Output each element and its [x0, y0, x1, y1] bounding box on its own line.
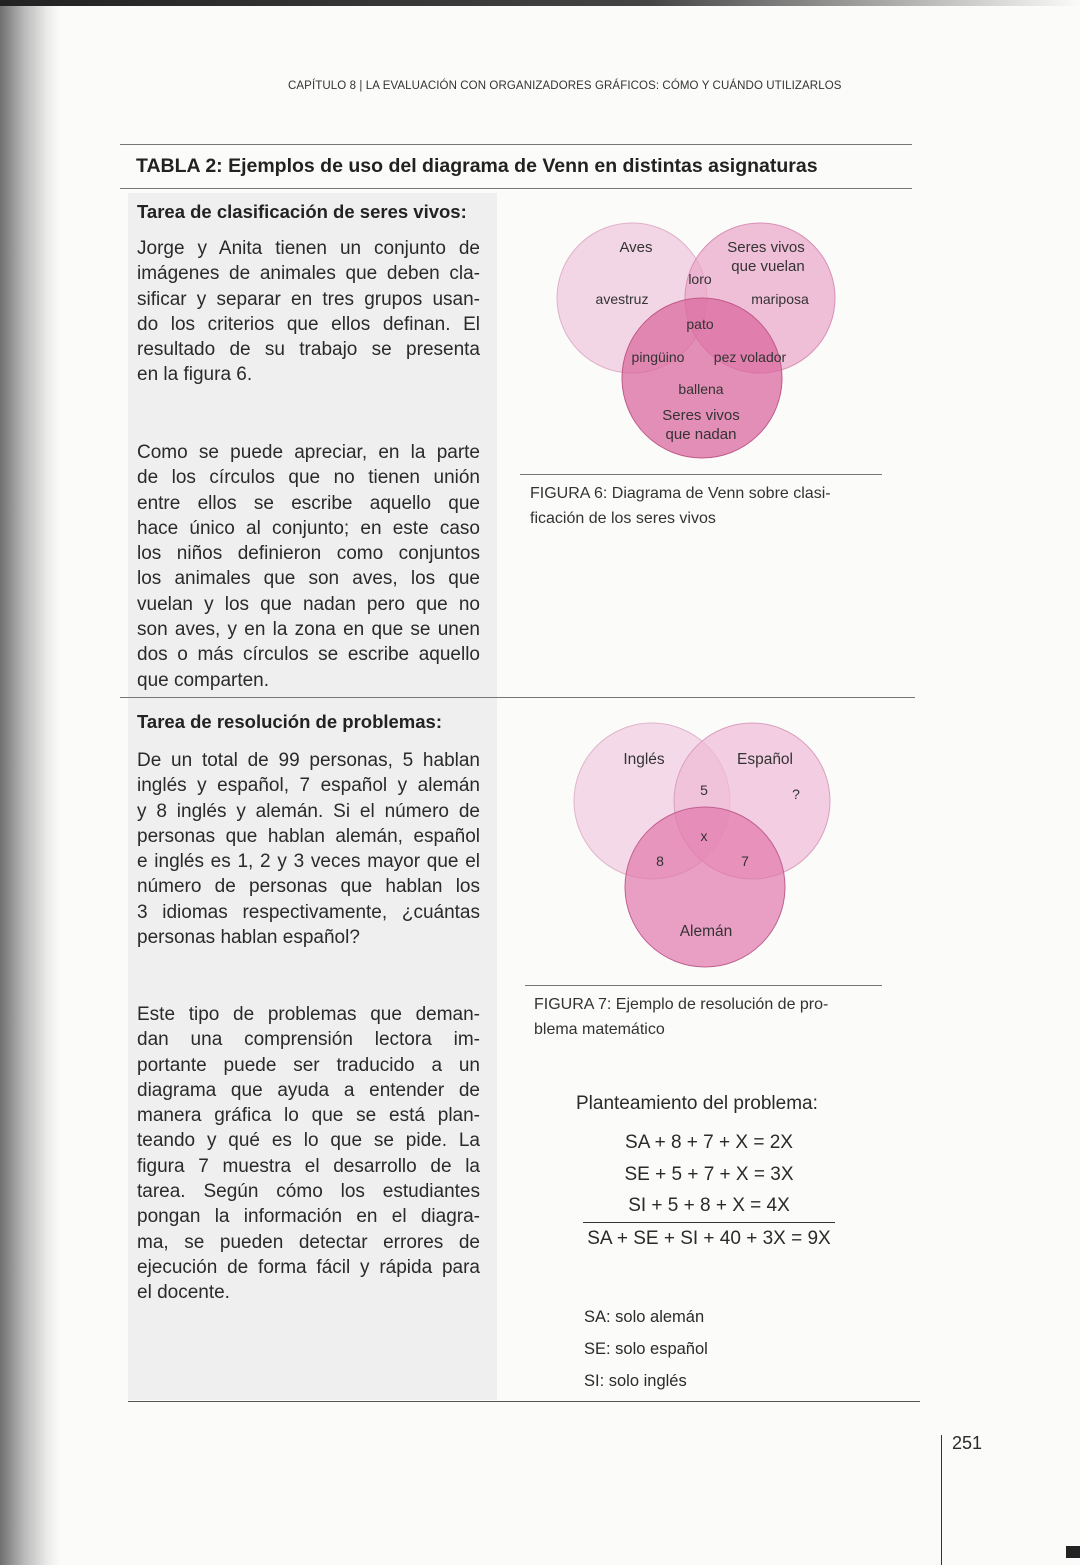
text-line: SI: solo inglés: [584, 1372, 687, 1390]
label-abc: pato: [686, 316, 714, 332]
table-bottom-rule: [128, 1401, 920, 1402]
paragraph: [137, 236, 480, 388]
text-line: portante puede ser traducido a un: [137, 1054, 480, 1076]
text-line: inglés y español, 7 español y alemán: [137, 775, 480, 797]
equations: [583, 1127, 835, 1222]
label-only-c: ballena: [678, 381, 724, 397]
label-set-a: Aves: [619, 239, 653, 256]
paragraph: [137, 1002, 480, 1306]
text-line: dan una comprensión lectora im-: [137, 1029, 480, 1051]
label-set-b: que vuelan: [731, 258, 805, 275]
page-number-rule: [941, 1435, 942, 1565]
text-line: SA: solo alemán: [584, 1308, 705, 1326]
text-line: ma, se pueden detectar errores de: [137, 1231, 480, 1253]
text-line: los niños definieron como conjuntos: [137, 543, 480, 565]
label-set-c: que nadan: [665, 426, 737, 443]
text-line: personas hablan español?: [137, 927, 360, 949]
text-line: FIGURA 7: Ejemplo de resolución de pro-: [534, 996, 829, 1013]
text-line: que comparten.: [137, 669, 270, 691]
text-line: ejecución de forma fácil y rápida para: [137, 1256, 480, 1278]
text-line: e inglés es 1, 2 y 3 veces mayor que el: [137, 851, 480, 873]
text-line: tarea. Según cómo los estudiantes: [137, 1181, 480, 1203]
text-line: manera gráfica lo que se está plan-: [137, 1105, 480, 1127]
figure-rule: [520, 474, 882, 475]
section-heading-classification: Tarea de clasificación de seres vivos:: [137, 201, 467, 222]
label-only-b: ?: [792, 786, 800, 802]
label-bc: pez volador: [713, 349, 787, 365]
running-header: CAPÍTULO 8 | LA EVALUACIÓN CON ORGANIZADORES GRÁFICOS: CÓMO Y CUÁNDO UTILIZARLOS: [288, 80, 842, 92]
text-line: y 8 inglés y alemán. Si el número de: [137, 800, 480, 822]
paragraph: [137, 748, 480, 950]
text-line: son aves, y en la zona en que se unen: [137, 619, 480, 641]
text-line: blema matemático: [534, 1021, 665, 1038]
equations-title: Planteamiento del problema:: [576, 1093, 818, 1114]
label-set-b: Seres vivos: [727, 239, 805, 256]
text-line: Como se puede apreciar, en la parte: [137, 442, 480, 463]
venn-diagram-languages: [560, 715, 860, 975]
text-line: Jorge y Anita tienen un conjunto de: [137, 238, 480, 259]
table-title: TABLA 2: Ejemplos de uso del diagrama de Venn en distintas asignaturas: [136, 155, 818, 177]
text-line: resultado de su trabajo se presenta: [137, 339, 480, 361]
text-line: ficación de los seres vivos: [530, 510, 716, 527]
abbreviation-legend: [584, 1301, 708, 1397]
page-number: 251: [952, 1433, 983, 1453]
text-line: el docente.: [137, 1282, 230, 1304]
text-line: Este tipo de problemas que deman-: [137, 1004, 480, 1025]
text-line: SA + 8 + 7 + X = 2X: [625, 1132, 793, 1153]
text-line: sificar y separar en tres grupos usan-: [137, 288, 480, 310]
text-line: de los círculos que no tienen unión: [137, 467, 480, 489]
venn-diagram-living-beings: [540, 210, 860, 460]
table-top-rule: [120, 144, 912, 145]
book-spine-shadow: [0, 0, 60, 1565]
figure-6-caption: [530, 481, 831, 531]
text-line: do los criterios que ellos definan. El: [137, 313, 480, 335]
scan-edge: [0, 0, 1080, 6]
label-ab: 5: [700, 782, 708, 798]
text-line: SI + 5 + 8 + X = 4X: [628, 1195, 790, 1216]
label-set-a: Inglés: [623, 751, 665, 768]
text-line: personas que hablan alemán, español: [137, 825, 480, 847]
text-line: imágenes de animales que deben cla-: [137, 263, 480, 285]
label-abc: x: [700, 828, 708, 844]
text-line: SE + 5 + 7 + X = 3X: [624, 1163, 794, 1185]
text-line: figura 7 muestra el desarrollo de la: [137, 1155, 480, 1177]
paragraph: [137, 440, 480, 693]
label-ac: pingüino: [631, 349, 685, 365]
row-divider: [120, 697, 915, 698]
text-line: SE: solo español: [584, 1340, 708, 1358]
label-set-b: Español: [736, 751, 794, 768]
label-only-a: avestruz: [595, 291, 649, 307]
label-bc: 7: [741, 853, 749, 869]
text-line: De un total de 99 personas, 5 hablan: [137, 750, 480, 771]
text-line: 3 idiomas respectivamente, ¿cuántas: [137, 901, 480, 923]
text-line: diagrama que ayuda a entender de: [137, 1079, 480, 1101]
table-title-rule: [120, 188, 912, 189]
text-line: entre ellos se escribe aquello que: [137, 492, 480, 514]
figure-7-caption: [534, 992, 828, 1042]
text-line: número de personas que hablan los: [137, 876, 480, 898]
label-set-c: Alemán: [679, 923, 733, 940]
scan-corner: [1066, 1546, 1080, 1558]
label-set-c: Seres vivos: [662, 407, 740, 424]
text-line: los animales que son aves, los que: [137, 568, 480, 590]
text-line: hace único al conjunto; en este caso: [137, 517, 480, 539]
text-line: pongan la información en el diagra-: [137, 1206, 480, 1228]
text-line: vuelan y los que nadan pero que no: [137, 593, 480, 615]
text-line: teando y qué es lo que se pide. La: [137, 1130, 480, 1152]
label-only-b: mariposa: [751, 291, 809, 307]
label-ab: loro: [688, 271, 712, 287]
section-heading-problem-solving: Tarea de resolución de problemas:: [137, 711, 442, 732]
figure-rule: [525, 985, 882, 986]
text-line: dos o más círculos se escribe aquello: [137, 644, 480, 666]
label-ac: 8: [656, 853, 664, 869]
equation-sum: SA + SE + SI + 40 + 3X = 9X: [587, 1228, 831, 1249]
text-line: FIGURA 6: Diagrama de Venn sobre clasi-: [530, 485, 831, 502]
text-line: en la figura 6.: [137, 364, 253, 386]
